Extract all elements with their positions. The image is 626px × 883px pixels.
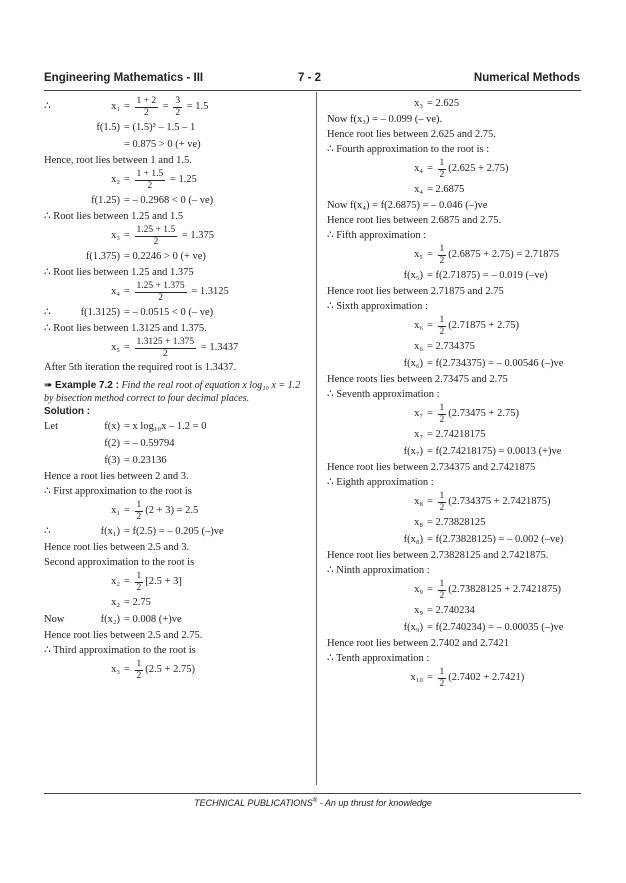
fraction: $\frac{1}{2}$ bbox=[439, 315, 445, 337]
fraction: $\frac{1}{2}$ bbox=[439, 158, 445, 180]
text-line: Hence root lies between 2.625 and 2.75. bbox=[327, 129, 496, 140]
right-column bbox=[327, 94, 581, 691]
fraction: $\frac{1}{2}$ bbox=[136, 571, 142, 593]
footer-brand: TECHNICAL PUBLICATIONS bbox=[194, 798, 313, 808]
footer-rule bbox=[44, 793, 581, 794]
equation-a2v: x₂ = 2.75 bbox=[111, 596, 151, 608]
equation-a1f: ∴ f(x₁) = f(2.5) = – 0.205 (–)ve bbox=[44, 525, 224, 537]
footer-tagline: - An up thrust for knowledge bbox=[317, 798, 432, 808]
text-line: ∴ Fourth approximation to the root is : bbox=[327, 144, 490, 155]
fraction: $\frac{1.25 + 1.375}{2}$ bbox=[136, 281, 185, 303]
text-line: ∴ Sixth approximation : bbox=[327, 301, 428, 312]
equation-x6: x₆ = $\frac{1}{2}$ (2.71875 + 2.75) bbox=[414, 315, 519, 337]
equation-f7: f(x₇) = f(2.74218175) = 0.0013 (+)ve bbox=[403, 445, 562, 457]
equation-f9: f(x₉) = f(2.740234) = – 0.00035 (–)ve bbox=[403, 621, 564, 633]
text-line: Now f(x₄) = f(2.6875) = – 0.046 (–)ve bbox=[327, 200, 488, 211]
text-line: Now f(x₃) = – 0.099 (– ve). bbox=[327, 114, 443, 125]
equation-f15-result: = 0.875 > 0 (+ ve) bbox=[124, 138, 201, 150]
equation-x10: x₁₀ = $\frac{1}{2}$ (2.7402 + 2.7421) bbox=[410, 667, 525, 689]
equation-x5: x₅ = $\frac{1}{2}$ (2.6875 + 2.75) = 2.71875 bbox=[414, 244, 560, 266]
text-line: Hence root lies between 2.734375 and 2.7421875 bbox=[327, 462, 536, 473]
equation-f2: f(2) = – 0.59794 bbox=[104, 437, 175, 449]
equation-a1: x₁ = $\frac{1}{2}$ (2 + 3) = 2.5 bbox=[111, 500, 199, 522]
registered-mark: ® bbox=[312, 798, 318, 804]
text-line: Hence root lies between 2.73828125 and 2.7421875. bbox=[327, 550, 549, 561]
column-divider bbox=[316, 92, 317, 785]
header-rule bbox=[44, 90, 581, 91]
text-line: ∴ Root lies between 1.25 and 1.5 bbox=[44, 211, 184, 222]
equation-x4: x₄ = $\frac{1}{2}$ (2.625 + 2.75) bbox=[414, 158, 509, 180]
equation-x8: x₈ = $\frac{1}{2}$ (2.734375 + 2.7421875) bbox=[414, 491, 551, 513]
arrow-icon: ➠ bbox=[44, 380, 53, 391]
fraction: $\frac{1}{2}$ bbox=[439, 244, 445, 266]
text-line: Hence root lies between 2.71875 and 2.75 bbox=[327, 286, 504, 297]
fraction: $\frac{1}{2}$ bbox=[439, 403, 445, 425]
example-statement: ➠ Example 7.2 : Find the real root of equation x log₁₀ x = 1.2 by bisection method correct to four decimal places. bbox=[44, 380, 301, 404]
equation-f125: f(1.25) = – 0.2968 < 0 (– ve) bbox=[91, 194, 214, 206]
equation-a2f: Now f(x₂) = 0.008 (+)ve bbox=[44, 613, 182, 625]
header-page-number: 7 - 2 bbox=[298, 72, 322, 84]
fraction: $\frac{1}{2}$ bbox=[439, 491, 445, 513]
header-book-title: Engineering Mathematics - III bbox=[44, 72, 204, 84]
equation-a3: x₃ = $\frac{1}{2}$ (2.5 + 2.75) bbox=[111, 659, 195, 681]
text-line: ∴ First approximation to the root is bbox=[44, 486, 192, 497]
header-chapter-title: Numerical Methods bbox=[473, 72, 580, 84]
text-line: Hence root lies between 2.5 and 3. bbox=[44, 542, 190, 553]
text-line: Hence root lies between 2.7402 and 2.7421 bbox=[327, 638, 509, 649]
text-line: ∴ Eighth approximation : bbox=[327, 477, 434, 488]
equation-x4: x₄ = $\frac{1.25 + 1.375}{2}$ = 1.3125 bbox=[111, 281, 229, 303]
equation-x6-value: x₆ = 2.734375 bbox=[414, 340, 475, 352]
fraction: $\frac{1.3125 + 1.375}{2}$ bbox=[136, 337, 195, 359]
equation-x7: x₇ = $\frac{1}{2}$ (2.73475 + 2.75) bbox=[414, 403, 519, 425]
equation-x3: x₃ = $\frac{1.25 + 1.5}{2}$ = 1.375 bbox=[111, 225, 214, 247]
text-line: ∴ Seventh approximation : bbox=[327, 389, 440, 400]
equation-x9-value: x₉ = 2.740234 bbox=[414, 604, 475, 616]
text-line: ∴ Root lies between 1.25 and 1.375 bbox=[44, 267, 194, 278]
equation-x4-value: x₄ = 2.6875 bbox=[414, 183, 465, 195]
equation-f6: f(x₆) = f(2.734375) = – 0.00546 (–)ve bbox=[403, 357, 564, 369]
fraction: $\frac{3}{2}$ bbox=[175, 96, 181, 118]
equation-x1: ∴ x₁ = $\frac{1 + 2}{2}$ = $\frac{3}{2}$ = 1.5 bbox=[44, 96, 209, 118]
fraction: $\frac{1}{2}$ bbox=[136, 659, 142, 681]
text-line: ∴ Third approximation to the root is bbox=[44, 645, 196, 656]
equation-x9: x₉ = $\frac{1}{2}$ (2.73828125 + 2.7421875) bbox=[414, 579, 561, 601]
equation-f13125: ∴ f(1.3125) = – 0.0515 < 0 (– ve) bbox=[44, 306, 214, 318]
text-line: Hence a root lies between 2 and 3. bbox=[44, 471, 189, 482]
text-line: Hence, root lies between 1 and 1.5. bbox=[44, 155, 192, 166]
text-line: Hence roots lies between 2.73475 and 2.75 bbox=[327, 374, 508, 385]
equation-fx: Let f(x) = x log₁₀x – 1.2 = 0 bbox=[44, 420, 207, 432]
text-line: ∴ Tenth approximation : bbox=[327, 653, 430, 664]
text-line: ∴ Root lies between 1.3125 and 1.375. bbox=[44, 323, 207, 334]
equation-x2: x₂ = $\frac{1 + 1.5}{2}$ = 1.25 bbox=[111, 169, 197, 191]
equation-x8-value: x₈ = 2.73828125 bbox=[414, 516, 486, 528]
footer bbox=[0, 798, 626, 808]
equation-f1375: f(1.375) = 0.2246 > 0 (+ ve) bbox=[85, 250, 206, 262]
solution-heading: Solution : bbox=[44, 406, 91, 417]
equation-f8: f(x₈) = f(2.73828125) = – 0.002 (–ve) bbox=[403, 533, 564, 545]
fraction: $\frac{1.25 + 1.5}{2}$ bbox=[136, 225, 176, 247]
fraction: $\frac{1}{2}$ bbox=[439, 667, 445, 689]
equation-f5: f(x₅) = f(2.71875) = – 0.019 (–ve) bbox=[403, 269, 548, 281]
text-line: ∴ Fifth approximation : bbox=[327, 230, 427, 241]
equation-x3-value: x₃ = 2.625 bbox=[414, 97, 460, 109]
text-line: After 5th iteration the required root is 1.3437. bbox=[44, 362, 237, 373]
left-column bbox=[44, 94, 310, 683]
text-line: Second approximation to the root is bbox=[44, 557, 195, 568]
text-line: Hence root lies between 2.5 and 2.75. bbox=[44, 630, 203, 641]
fraction: $\frac{1 + 1.5}{2}$ bbox=[136, 169, 164, 191]
fraction: $\frac{1 + 2}{2}$ bbox=[136, 96, 157, 118]
text-line: ∴ Ninth approximation : bbox=[327, 565, 430, 576]
fraction: $\frac{1}{2}$ bbox=[439, 579, 445, 601]
fraction: $\frac{1}{2}$ bbox=[136, 500, 142, 522]
equation-f3: f(3) = 0.23136 bbox=[104, 454, 167, 466]
equation-x5: x₅ = $\frac{1.3125 + 1.375}{2}$ = 1.3437 bbox=[111, 337, 239, 359]
equation-f15: f(1.5) = (1.5)³ – 1.5 – 1 bbox=[96, 121, 196, 133]
equation-x7-value: x₇ = 2.74218175 bbox=[414, 428, 486, 440]
text-line: Hence root lies between 2.6875 and 2.75. bbox=[327, 215, 502, 226]
equation-a2: x₂ = $\frac{1}{2}$ [2.5 + 3] bbox=[111, 571, 182, 593]
